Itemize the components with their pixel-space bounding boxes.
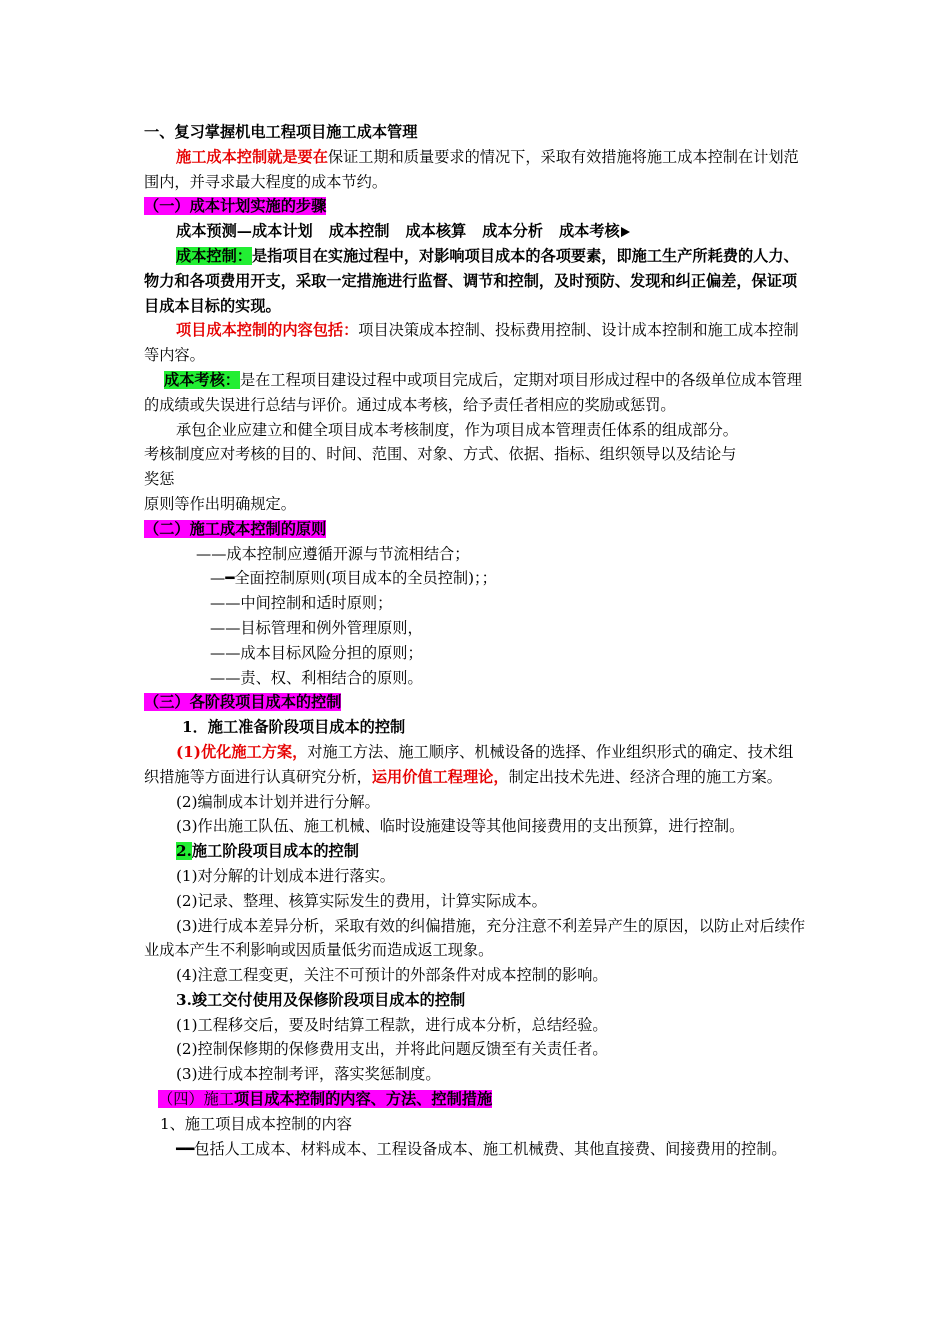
principle-item: ——责、权、利相结合的原则。	[210, 668, 423, 687]
section-4-item-1-text: ━━包括人工成本、材料成本、工程设备成本、施工机械费、其他直接费、间接费用的控制。	[176, 1139, 787, 1158]
assessment-line-3: 奖惩	[144, 470, 175, 489]
stage-2-number: 2.	[176, 842, 192, 861]
stage-1-item-1	[144, 740, 808, 790]
process-step: 成本预测	[176, 222, 237, 241]
arrow-right-icon	[621, 227, 630, 237]
stage-1-item-1-text-a: 对施工方法、施工顺序、机械设备的选择、作业组织形式的确定、技术组织措施等方面进行认真研究分析，	[144, 742, 794, 786]
assessment-line-1: 承包企业应建立和健全项目成本考核制度，作为项目成本管理责任体系的组成部分。	[176, 420, 738, 439]
cost-control-text: 是指项目在实施过程中，对影响项目成本的各项要素，即施工生产所耗费的人力、物力和各项费用开支，采取一定措施进行监督、调节和控制，及时预防、发现和纠正偏差，保证项目成本目标的实现。	[144, 246, 799, 315]
stage-2-item: (1)对分解的计划成本进行落实。	[176, 866, 395, 885]
principle-item: ——成本控制应遵循开源与节流相结合；	[196, 544, 470, 563]
document-page	[144, 120, 808, 1161]
section-3-title: （三）各阶段项目成本的控制	[144, 693, 342, 712]
section-4-title-b: 项目成本控制的内容、方法、控制措施	[233, 1090, 493, 1109]
stage-2-title	[144, 839, 808, 864]
process-step: 成本核算	[405, 222, 467, 241]
stage-3-title: 3.竣工交付使用及保修阶段项目成本的控制	[176, 990, 466, 1009]
process-step: 成本考核	[558, 222, 620, 241]
section-1-title: （一）成本计划实施的步骤	[144, 197, 327, 216]
section-4-item-1: 1、施工项目成本控制的内容	[160, 1114, 352, 1133]
process-step: 成本计划	[251, 222, 313, 241]
principle-item: ——目标管理和例外管理原则，	[210, 618, 423, 637]
stage-1-item-2: (2)编制成本计划并进行分解。	[176, 792, 380, 811]
stage-2-item: (4)注意工程变更，关注不可预计的外部条件对成本控制的影响。	[176, 966, 608, 985]
assessment-text: 是在工程项目建设过程中或项目完成后，定期对项目形成过程中的各级单位成本管理的成绩或失误进行总结与评价。通过成本考核，给予责任者相应的奖励或惩罚。	[144, 370, 802, 414]
intro-paragraph	[144, 145, 808, 195]
content-label: 项目成本控制的内容包括：	[176, 321, 359, 340]
stage-3-item: (2)控制保修期的保修费用支出，并将此问题反馈至有关责任者。	[176, 1040, 608, 1059]
principle-item: —━全面控制原则(项目成本的全员控制)；；	[210, 569, 497, 588]
main-heading: 一、复习掌握机电工程项目施工成本管理	[144, 123, 418, 141]
stage-3-item: (1)工程移交后，要及时结算工程款，进行成本分析，总结经验。	[176, 1015, 608, 1034]
stage-1-title: 1．施工准备阶段项目成本的控制	[182, 718, 406, 737]
stage-2-item: (2)记录、整理、核算实际发生的费用，计算实际成本。	[176, 891, 547, 910]
process-flow: 成本预测—成本计划 成本控制 成本核算 成本分析 成本考核	[144, 219, 808, 244]
stage-1-item-1-label: (1)优化施工方案，	[176, 742, 308, 761]
section-4-title-a: （四）施工	[158, 1090, 234, 1109]
principle-item: ——成本目标风险分担的原则；	[210, 643, 423, 662]
cost-control-label: 成本控制：	[176, 246, 252, 265]
content-definition	[144, 318, 808, 368]
stage-3-item: (3)进行成本控制考评，落实奖惩制度。	[176, 1065, 441, 1084]
assessment-definition	[144, 368, 808, 418]
stage-1-item-3: (3)作出施工队伍、施工机械、临时设施建设等其他间接费用的支出预算，进行控制。	[176, 817, 745, 836]
assessment-label: 成本考核：	[164, 370, 240, 389]
process-step: 成本控制	[328, 222, 390, 241]
assessment-line-4: 原则等作出明确规定。	[144, 494, 296, 513]
principle-item: ——中间控制和适时原则；	[210, 594, 393, 613]
cost-control-definition	[144, 244, 808, 318]
section-2-title: （二）施工成本控制的原则	[144, 519, 327, 538]
intro-lead: 施工成本控制就是要在	[176, 147, 328, 166]
stage-2-title-text: 施工阶段项目成本的控制	[191, 842, 359, 861]
content-text: 项目决策成本控制、投标费用控制、设计成本控制和施工成本控制等内容。	[144, 321, 799, 365]
stage-1-item-1-text-b: 制定出技术先进、经济合理的施工方案。	[508, 767, 782, 786]
stage-1-item-1-emphasis: 运用价值工程理论，	[371, 767, 509, 786]
stage-2-item: (3)进行成本差异分析，采取有效的纠偏措施，充分注意不利差异产生的原因，以防止对后续作业成本产生不利影响或因质量低劣而造成返工现象。	[144, 916, 806, 960]
section-4-title	[144, 1087, 808, 1112]
intro-text: 保证工期和质量要求的情况下，采取有效措施将施工成本控制在计划范围内，并寻求最大程度的成本节约。	[144, 147, 799, 191]
process-step: 成本分析	[482, 222, 543, 241]
assessment-line-2: 考核制度应对考核的目的、时间、范围、对象、方式、依据、指标、组织领导以及结论与	[144, 445, 737, 464]
